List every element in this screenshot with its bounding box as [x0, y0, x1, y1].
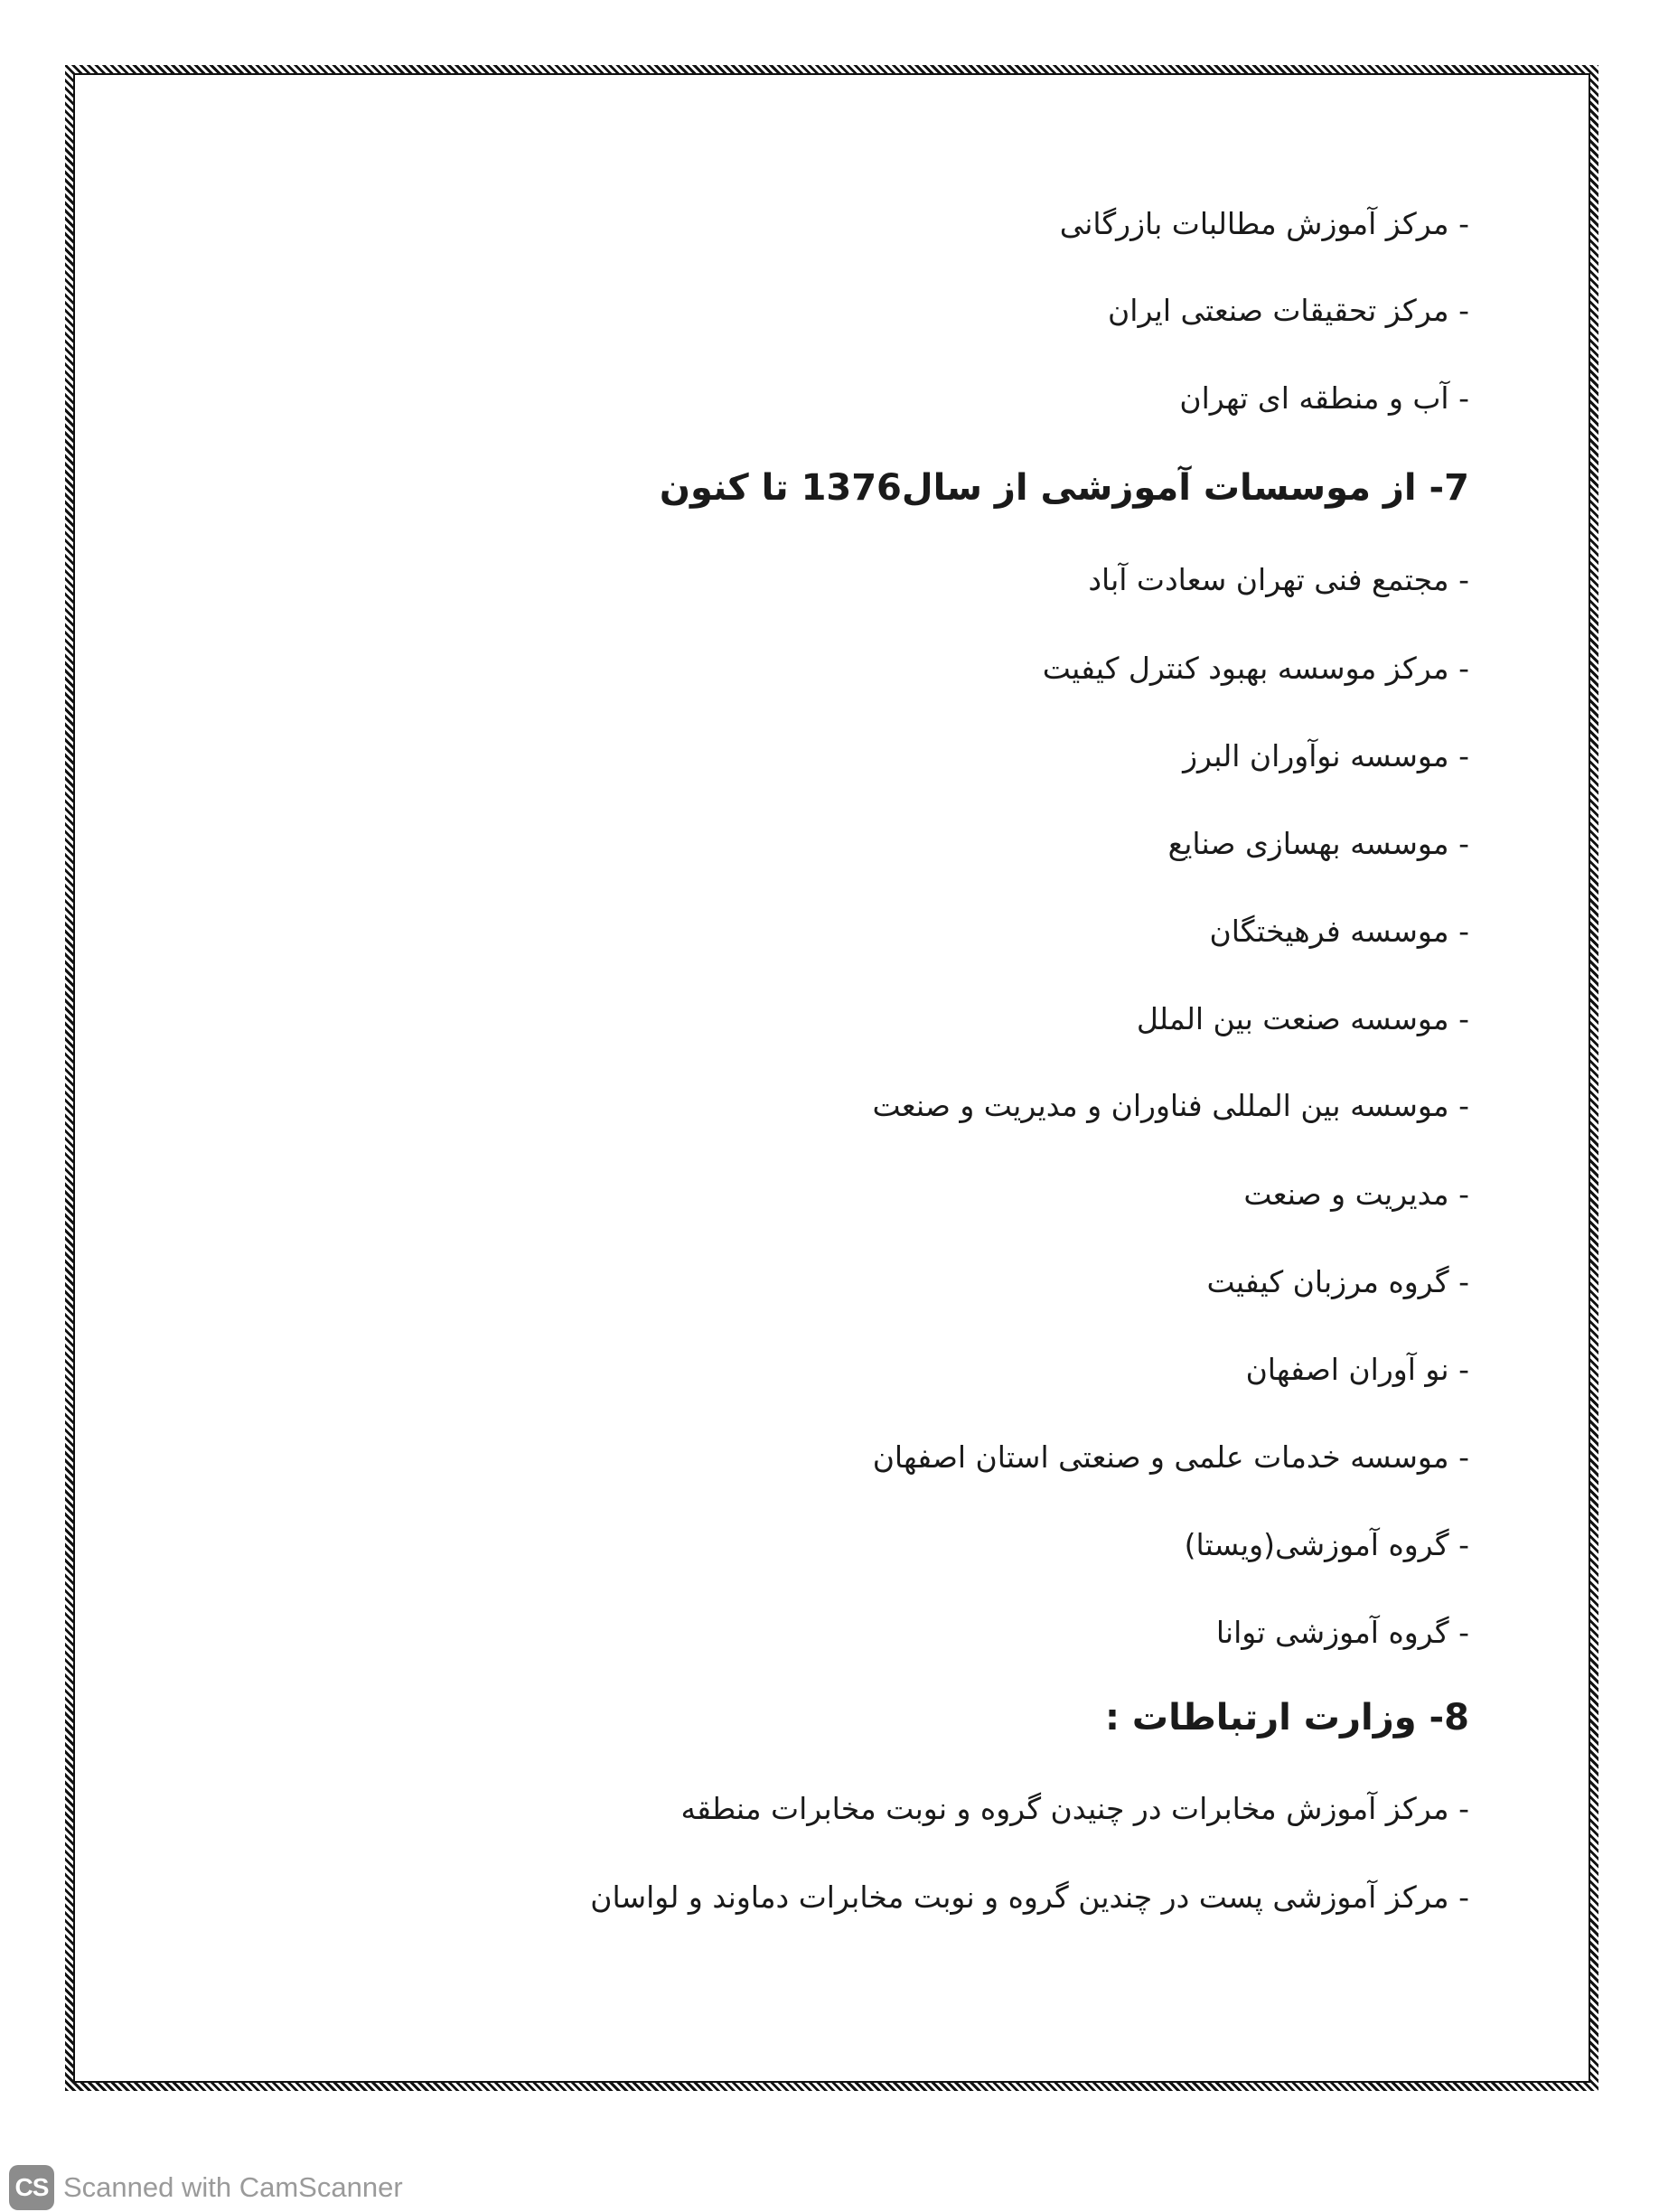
list-item: - مدیریت و صنعت — [1243, 1176, 1469, 1212]
list-item: - مرکز تحقیقات صنعتی ایران — [1108, 293, 1469, 328]
camscanner-logo-icon: CS — [9, 2165, 54, 2210]
list-item: - موسسه فرهیختگان — [1209, 914, 1469, 949]
list-item: - گروه مرزبان کیفیت — [1206, 1264, 1469, 1299]
list-item: - موسسه نوآوران البرز — [1183, 738, 1469, 773]
list-item: - مرکز آموزش مطالبات بازرگانی — [1059, 206, 1469, 241]
camscanner-watermark — [9, 2165, 403, 2210]
list-item: - موسسه صنعت بین الملل — [1136, 1001, 1469, 1036]
list-item: - مرکز موسسه بهبود کنترل کیفیت — [1042, 651, 1469, 686]
list-item: - موسسه بین المللی فناوران و مدیریت و صنعت — [872, 1088, 1469, 1123]
section-heading-8: 8- وزارت ارتباطات : — [1104, 1697, 1469, 1739]
list-item: - گروه آموزشی توانا — [1215, 1615, 1469, 1650]
list-item: - مرکز آموزش مخابرات در چنیدن گروه و نوبت مخابرات منطقه — [680, 1791, 1469, 1826]
list-item: - گروه آموزشی(ویستا) — [1184, 1527, 1469, 1562]
watermark-text: Scanned with CamScanner — [63, 2171, 403, 2203]
list-item: - نو آوران اصفهان — [1245, 1352, 1469, 1387]
list-item: - موسسه بهسازی صنایع — [1167, 826, 1469, 861]
list-item: - مجتمع فنی تهران سعادت آباد — [1088, 562, 1469, 597]
list-item: - موسسه خدمات علمی و صنعتی استان اصفهان — [872, 1439, 1469, 1475]
list-item: - مرکز آموزشی پست در چندین گروه و نوبت مخابرات دماوند و لواسان — [590, 1879, 1469, 1915]
list-item: - آب و منطقه ای تهران — [1179, 380, 1469, 416]
section-heading-7: 7- از موسسات آموزشی از سال1376 تا کنون — [659, 467, 1469, 509]
page-border — [65, 65, 1598, 2091]
